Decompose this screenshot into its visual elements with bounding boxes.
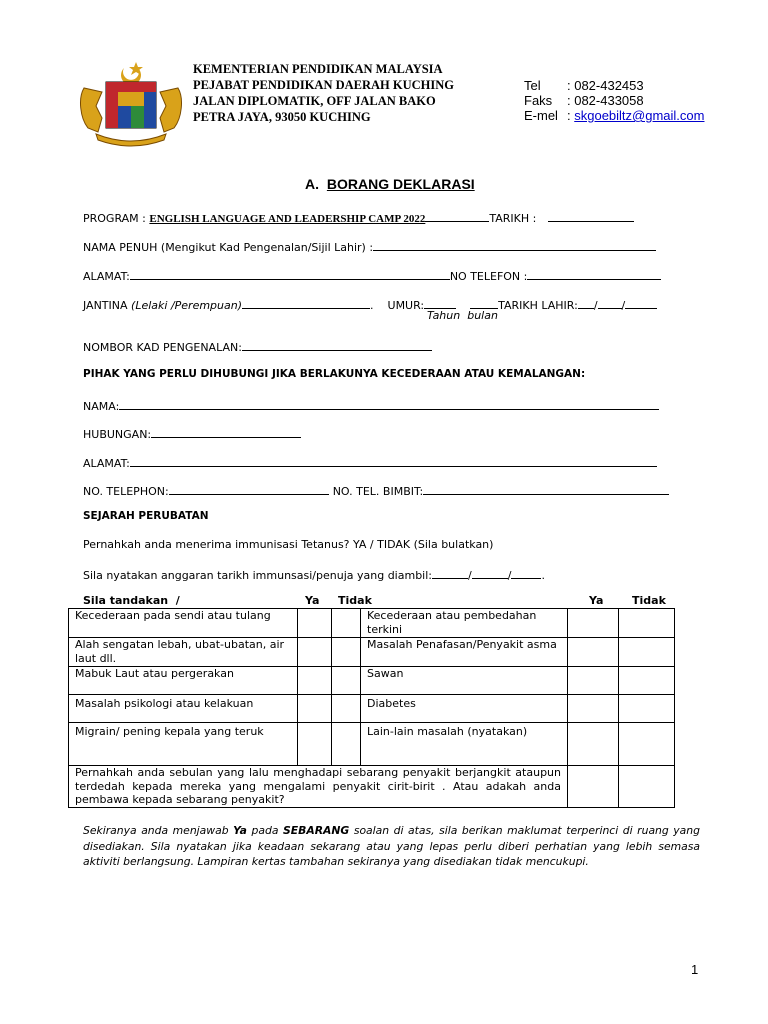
telephon-row (83, 482, 669, 498)
tahun-bulan-caption: Tahun bulan (427, 309, 498, 322)
ya-checkbox[interactable] (298, 609, 332, 638)
tidak-checkbox[interactable] (619, 695, 675, 723)
imunisasi-month[interactable] (472, 566, 508, 579)
nama-penuh-row (83, 238, 656, 254)
title-text: BORANG DEKLARASI (326, 176, 475, 192)
table-tidak-header-right: Tidak (632, 594, 666, 607)
table-tidak-header-left: Tidak (338, 594, 372, 607)
org-line-2: PEJABAT PENDIDIKAN DAERAH KUCHING (193, 78, 455, 92)
tarikh-imunisasi-label: Sila nyatakan anggaran tarikh immunsasi/penuja yang diambil: (83, 569, 432, 582)
contact-email-link[interactable]: skgoebiltz@gmail.com (574, 108, 705, 123)
ya-checkbox[interactable] (298, 695, 332, 723)
tarikh-lahir-day[interactable] (578, 296, 594, 309)
table-ya-header-left: Ya (305, 594, 320, 607)
table-row (69, 609, 675, 638)
umur-label: UMUR: (387, 299, 425, 312)
condition-right: Kecederaan atau pembedahan terkini (361, 609, 568, 638)
telephon-label: NO. TELEPHON: (83, 485, 169, 498)
table-left-header: Sila tandakan / (83, 594, 180, 607)
emergency-nama-field[interactable] (119, 397, 659, 410)
tidak-checkbox[interactable] (332, 638, 361, 667)
tarikh-label: TARIKH : (489, 212, 540, 225)
tidak-checkbox[interactable] (619, 609, 675, 638)
instruction-note (83, 823, 700, 870)
table-row (69, 766, 675, 808)
jantina-end: . (370, 299, 374, 312)
umur-bulan-field[interactable] (470, 296, 498, 309)
page-number: 1 (691, 962, 699, 977)
note-ya: Ya (233, 824, 247, 837)
date-sep: / (507, 569, 512, 582)
condition-right: Diabetes (361, 695, 568, 723)
condition-right: Masalah Penafasan/Penyakit asma (361, 638, 568, 667)
ya-checkbox[interactable] (568, 638, 619, 667)
ya-checkbox[interactable] (298, 638, 332, 667)
alamat-row (83, 267, 661, 283)
contact-fax-label: Faks (524, 93, 553, 108)
contact-email (567, 108, 704, 123)
malaysia-coat-of-arms-logo (76, 58, 186, 148)
infectious-disease-question: Pernahkah anda sebulan yang lalu menghadapi sebarang penyakit berjangkit ataupun terdedah kepada mereka yang mengalami penyakit cirit-birit . Atau adakah anda pembawa kepada sebarang penyakit? (69, 766, 568, 808)
no-telefon-label: NO TELEFON : (449, 270, 528, 283)
ya-checkbox[interactable] (568, 766, 619, 808)
tidak-checkbox[interactable] (619, 766, 675, 808)
table-row (69, 723, 675, 766)
table-ya-header-right: Ya (589, 594, 604, 607)
table-row (69, 695, 675, 723)
tidak-checkbox[interactable] (332, 667, 361, 695)
tidak-checkbox[interactable] (332, 695, 361, 723)
date-sep: / (621, 299, 626, 312)
bimbit-field[interactable] (423, 482, 669, 495)
sejarah-heading: SEJARAH PERUBATAN (83, 510, 209, 522)
jantina-label: JANTINA (83, 299, 132, 312)
emergency-heading: PIHAK YANG PERLU DIHUBUNGI JIKA BERLAKUNYA KECEDERAAN ATAU KEMALANGAN: (83, 368, 586, 380)
program-row (83, 209, 634, 225)
hubungan-row (83, 425, 301, 441)
condition-left: Mabuk Laut atau pergerakan (69, 667, 298, 695)
org-line-3: JALAN DIPLOMATIK, OFF JALAN BAKO (193, 94, 436, 108)
program-label: PROGRAM : (83, 212, 150, 225)
tidak-checkbox[interactable] (619, 723, 675, 766)
tidak-checkbox[interactable] (332, 609, 361, 638)
note-sebarang: SEBARANG (282, 824, 350, 837)
nama-penuh-label: NAMA PENUH (Mengikut Kad Pengenalan/Sijil Lahir) : (83, 241, 374, 254)
umur-tahun-field[interactable] (424, 296, 456, 309)
ya-checkbox[interactable] (298, 723, 332, 766)
hubungan-field[interactable] (151, 425, 301, 438)
tidak-checkbox[interactable] (332, 723, 361, 766)
ya-checkbox[interactable] (298, 667, 332, 695)
contact-tel-value: : 082-432453 (567, 78, 644, 93)
tetanus-question: Pernahkah anda menerima immunisasi Tetanus? YA / TIDAK (Sila bulatkan) (83, 538, 494, 551)
jantina-field[interactable] (242, 296, 370, 309)
tarikh-imunisasi-row (83, 566, 545, 582)
condition-left: Kecederaan pada sendi atau tulang (69, 609, 298, 638)
condition-left: Migrain/ pening kepala yang teruk (69, 723, 298, 766)
tarikh-lahir-label: TARIKH LAHIR: (498, 299, 578, 312)
hubungan-label: HUBUNGAN: (83, 428, 152, 441)
ya-checkbox[interactable] (568, 609, 619, 638)
note-part-2: pada (246, 824, 283, 837)
emergency-alamat-label: ALAMAT: (83, 457, 130, 470)
note-part-1: Sekiranya anda menjawab (83, 824, 234, 837)
table-row (69, 638, 675, 667)
org-line-1: KEMENTERIAN PENDIDIKAN MALAYSIA (193, 62, 443, 76)
contact-email-prefix: : (567, 108, 575, 123)
imunisasi-year[interactable] (511, 566, 541, 579)
tarikh-q-end: . (541, 569, 545, 582)
emergency-alamat-row (83, 454, 657, 470)
note-part-3: soalan di atas, sila berikan maklumat terperinci di ruang yang disediakan. Sila nyatakan jika keadaan sekarang atau yang lepas perlu diberi perhatian yang lebih semasa aktiviti berlangsung. Lampiran kertas tambahan sekiranya yang disediakan tidak mencukupi. (83, 824, 700, 868)
jantina-options: (Lelaki /Perempuan) (131, 299, 243, 312)
tarikh-field[interactable] (548, 209, 634, 222)
nokp-label: NOMBOR KAD PENGENALAN: (83, 341, 242, 354)
contact-tel-label: Tel (524, 78, 541, 93)
emergency-alamat-field[interactable] (130, 454, 657, 467)
imunisasi-day[interactable] (432, 566, 468, 579)
page-title (305, 176, 475, 192)
org-line-4: PETRA JAYA, 93050 KUCHING (193, 110, 371, 124)
bimbit-label: NO. TEL. BIMBIT: (332, 485, 424, 498)
contact-email-label: E-mel (524, 108, 558, 123)
date-sep: / (468, 569, 472, 582)
tidak-checkbox[interactable] (619, 638, 675, 667)
table-row (69, 667, 675, 695)
condition-left: Masalah psikologi atau kelakuan (69, 695, 298, 723)
no-telefon-field[interactable] (527, 267, 661, 280)
nama-penuh-field[interactable] (373, 238, 656, 251)
jantina-row (83, 296, 657, 312)
alamat-field[interactable] (130, 267, 450, 280)
ya-checkbox[interactable] (568, 695, 619, 723)
nokp-field[interactable] (242, 338, 432, 351)
title-letter: A. (305, 176, 319, 192)
tidak-checkbox[interactable] (619, 667, 675, 695)
tarikh-lahir-year[interactable] (625, 296, 657, 309)
ya-checkbox[interactable] (568, 667, 619, 695)
emergency-nama-label: NAMA: (83, 400, 120, 413)
contact-fax-value: : 082-433058 (567, 93, 644, 108)
program-blank[interactable] (425, 209, 489, 222)
tarikh-lahir-month[interactable] (598, 296, 622, 309)
ya-checkbox[interactable] (568, 723, 619, 766)
program-value: ENGLISH LANGUAGE AND LEADERSHIP CAMP 2022 (149, 213, 426, 225)
telephon-field[interactable] (169, 482, 329, 495)
condition-left: Alah sengatan lebah, ubat-ubatan, air laut dll. (69, 638, 298, 667)
date-sep: / (593, 299, 598, 312)
condition-right: Sawan (361, 667, 568, 695)
medical-history-table (68, 608, 675, 808)
condition-right: Lain-lain masalah (nyatakan) (361, 723, 568, 766)
emergency-nama-row (83, 397, 659, 413)
nokp-row (83, 338, 432, 354)
alamat-label: ALAMAT: (83, 270, 130, 283)
